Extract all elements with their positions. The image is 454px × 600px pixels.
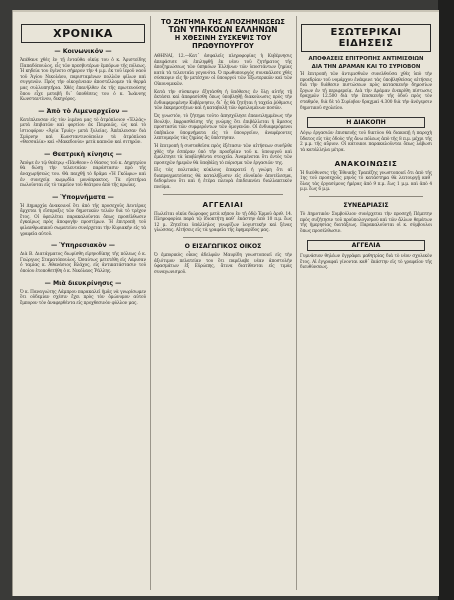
divider: [163, 194, 283, 195]
headline-line-2: ΤΩΝ ΥΠΗΚΟΩΝ ΕΛΛΗΝΩΝ: [168, 25, 278, 34]
section-title: — Ἀπὸ τὸ Λιμεναρχεῖον —: [38, 107, 128, 115]
column-header-chronika: ΧΡΟΝΙΚΑ: [21, 24, 145, 43]
section-text: Ἡ ἐπιτροπὴ τῶν ἀντιμισθιῶν συνελθοῦσα χθὲς ὑπὸ τὴν προεδρίαν τοῦ νομάρχου ἐνέκρινε τὰς ὑποβληθείσας αἰτήσεις διὰ τὴν διάθεσιν πιστώσεων πρὸς κατασκευὴν δημοσίων ἔργων ἐν τῇ περιφερείᾳ. Διὰ τὴν Δράμαν ἐνεκρίθη πίστωσις δραχμῶν 12.500 διὰ τὴν ἐπισκευὴν τῆς ὁδοῦ πρὸς τὸν σταθμόν, διὰ δὲ τὸ Συρίοβον δραχμαὶ 4.300 διὰ τὴν ἀνέγερσιν δημοτικοῦ σχολείου.: [300, 72, 432, 111]
article-paragraph: Ἡ ἐπιτροπὴ ἡ συσταθεῖσα πρὸς ἐξέτασιν τῶν αἰτήσεων συνῆλθε χθὲς τὴν ἑσπέραν ὑπὸ τὴν προεδρίαν τοῦ κ. ὑπουργοῦ καὶ ἐμελέτησε τὰ ὑποβληθέντα στοιχεῖα. Ἀναμένεται ὅτι ἐντὸς τῶν προσεχῶν ἡμερῶν θὰ ὑποβάλῃ τὸ πόρισμα τῶν ἐργασιῶν της.: [154, 143, 292, 166]
scan-dark-edge: [438, 0, 454, 600]
section-title: ΣΥΝΕΔΡΙΑΣΙΣ: [343, 201, 389, 209]
divider: [183, 237, 263, 238]
section-text: Κατέπλευσαν εἰς τὸν λιμένα μας τὸ ἀτμόπλοιον «Ἑλλάς» μετὰ ἐπιβατῶν καὶ φορτίου ἐκ Πειραιῶς, ὡς καὶ τὸ ἱστιοφόρον «Ἁγία Τριάς» μετὰ ξυλείας. Ἀπέπλευσαν διὰ Σμύρνην καὶ Κωνσταντινούπολιν τὰ ἀτμόπλοια «Θεσσαλία» καὶ «Μακεδονία» μετὰ καπνῶν καὶ σιτηρῶν.: [20, 117, 146, 146]
headline-line-3: Η ΧΘΕΣΙΝΗ ΣΥΣΚΕΨΙΣ ΤΟΥ ΠΡΩΘΥΠΟΥΡΓΟΥ: [174, 34, 272, 50]
article-paragraph: Κατὰ τὴν σύσκεψιν ἐξητάσθη ἡ ὑπόθεσις ἐν ὅλῃ αὐτῆς τῇ ἐκτάσει καὶ ἀπεφασίσθη ὅπως ὑποβληθῇ διακοίνωσις πρὸς τὴν ἐνδιαφερομένην Κυβέρνησιν, δι᾽ ἧς θὰ ζητῆται ἡ ταχεῖα ῥύθμισις τῶν ἐκκρεμοτήτων καὶ ἡ καταβολὴ τῶν ὀφειλομένων ποσῶν.: [154, 89, 292, 112]
section-text: Ὁ ἐμπορικὸς οἶκος ἀδελφῶν Μαυρίδη γνωστοποιεῖ εἰς τὴν ἀξιότιμον πελατείαν του ὅτι παρέλαβε νέαν ἀποστολὴν ὑφασμάτων ἐξ Εὐρώπης, ἅτινα διατίθενται εἰς τιμὰς συναγωνισμοῦ.: [154, 253, 292, 275]
subheadline: ΑΠΟΦΑΣΕΙΣ ΕΠΙΤΡΟΠΗΣ ΑΝΤΙΜΙΣΘΙΩΝ: [308, 56, 424, 62]
article-paragraph: Εἰς τὰς πολιτικὰς κύκλους ἐπικρατεῖ ἡ γνώμη ὅτι αἱ διαπραγματεύσεις θὰ καταλήξωσιν εἰς εὐνοϊκὸν ἀποτέλεσμα, δεδομένου ὅτι καὶ ἡ ἑτέρα πλευρὰ ἐπιδεικνύει διαλλακτικὸν πνεῦμα.: [154, 168, 292, 191]
column-domestic-news: [299, 10, 433, 596]
section-title: — Κοινωνικόν —: [54, 48, 112, 55]
section-title: — Ὑπηρεσιακὸν —: [51, 242, 115, 250]
section-title: Η ΔΙΑΚΟΠΗ: [307, 117, 425, 128]
section-text: Γυμνάσιον θηλέων ἐγγράφει μαθητρίας διὰ τὸ νέον σχολικὸν ἔτος. Αἱ ἐγγραφαὶ γίνονται καθ᾽ ἑκάστην εἰς τὸ γραφεῖον τῆς διευθύνσεως.: [300, 254, 432, 271]
section-title: ΑΓΓΕΛΙΑ: [307, 240, 425, 251]
section-text: Λόγῳ ἐργασιῶν ἐπισκευῆς τοῦ δικτύου θὰ διακοπῇ ἡ παροχὴ ὕδατος εἰς τὰς ὁδοὺς τῆς ἄνω πόλεως ἀπὸ τῆς 8 π.μ. μέχρι τῆς 2 μ.μ. τῆς αὔριον. Οἱ κάτοικοι παρακαλοῦνται ὅπως λάβωσι τὰ κατάλληλα μέτρα.: [300, 131, 432, 153]
newspaper-page: [12, 10, 439, 596]
article-paragraph: ΑΘΗΝΑΙ, 12.—Κατ᾽ ἀσφαλεῖς πληροφορίας ἡ Κυβέρνησις ἀπεφάσισε νὰ ἐπιληφθῇ ἐκ νέου τοῦ ζητήματος τῆς ἀποζημιώσεως τῶν ὑπηκόων Ἑλλήνων τῶν ὑποστάντων ζημίας κατὰ τὰ τελευταῖα γεγονότα. Ὁ πρωθυπουργὸς συνεκάλεσε χθὲς σύσκεψιν εἰς ἣν μετέσχον οἱ ὑπουργοὶ τῶν Ἐξωτερικῶν καὶ τῶν Οἰκονομικῶν.: [154, 54, 292, 87]
section-text: Ἡ Δημαρχία ἀνακοινοῖ ὅτι ἀπὸ τῆς προσεχοῦς Δευτέρας ἄρχεται ἡ εἴσπραξις τῶν δημοτικῶν τελῶν διὰ τὸ τρέχον ἔτος. Οἱ ὀφειλέται παρακαλοῦνται ὅπως προσέλθωσιν ἐγκαίρως πρὸς ἀποφυγὴν προστίμων. Ἡ ἐπιτροπὴ τοῦ φιλανθρωπικοῦ σωματείου συνέρχεται τὴν Κυριακὴν εἰς τὰ γραφεῖα αὐτοῦ.: [20, 203, 146, 237]
column-main-article: [153, 10, 293, 596]
section-text: Τὸ Δημοτικὸν Συμβούλιον συνέρχεται τὴν προσεχῆ Πέμπτην πρὸς συζήτησιν τοῦ προϋπολογισμοῦ καὶ τῶν ἄλλων θεμάτων τῆς ἡμερησίας διατάξεως. Παρακαλοῦνται οἱ κ. σύμβουλοι ὅπως προσέλθωσιν.: [300, 211, 432, 234]
section-title: — Ὑπομνήματα —: [52, 193, 114, 201]
section-title: Ο ΕΙΣΑΓΩΓΙΚΟΣ ΟΙΚΟΣ: [184, 243, 262, 251]
section-title: ΑΓΓΕΛΙΑΙ: [202, 199, 244, 209]
section-text: Ἀπέθανε χθὲς ἐν τῇ ἐνταῦθα οἰκίᾳ του ὁ κ. Ἀριστείδης Παπαδόπουλος, εἷς τῶν πρεσβυτέρων ἐμπόρων τῆς πόλεως. Ἡ κηδεία του ἐγένετο σήμερον τὴν 4 μ.μ. ἐκ τοῦ ἱεροῦ ναοῦ τοῦ Ἁγίου Νικολάου, παρισταμένων πολλῶν φίλων καὶ συγγενῶν. Πρὸς τὴν οἰκογένειαν ἀποστέλλομεν τὰ θερμά μας συλλυπητήρια. Χθὲς ἐπανῆλθεν ἐκ τῆς πρωτευούσης ὅπου εἶχε μεταβῆ δι᾽ ὑποθέσεις του ὁ κ. Ἰωάννης Κωνσταντίνου, δικηγόρος.: [20, 58, 146, 103]
section-title: ΑΝΑΚΟΙΝΩΣΙΣ: [334, 158, 398, 168]
column-chronika: [19, 10, 147, 596]
headline-line-1: ΤΟ ΖΗΤΗΜΑ ΤΗΣ ΑΠΟΖΗΜΙΩΣΕΩΣ: [161, 18, 285, 26]
article-headline: [155, 18, 291, 50]
column-rule: [150, 16, 151, 590]
section-title: — Μιὰ διευκρίνησις —: [44, 279, 122, 287]
article-paragraph: Ὡς γνωστόν, τὸ ζήτημα τοῦτο ἀπησχόλησε ἐπανειλημμένως τὴν Βουλήν, ἐκφρασθείσης τῆς γνώμης ὅτι ἐπιβάλλεται ἡ ἄμεσος προστασία τῶν συμφερόντων τῶν ὁμογενῶν. Οἱ ἐνδιαφερόμενοι ὑπέβαλον ὑπομνήματα εἰς τὸ ὑπουργεῖον, ἀναφέροντες λεπτομερῶς τὰς ζημίας ἃς ὑπέστησαν.: [154, 113, 292, 142]
column-rule: [296, 16, 297, 590]
section-text: Πωλεῖται οἰκία διώροφος μετὰ κήπου ἐν τῇ ὁδῷ Ἐρμοῦ ἀριθ. 14. Πληροφορίαι παρὰ τῷ ἰδιοκτήτῃ καθ᾽ ἑκάστην ἀπὸ 10 π.μ. ἕως 12 μ. Ζητεῖται ὑπάλληλος γνωρίζων λογιστικὴν καὶ ξένας γλώσσας. Αἰτήσεις εἰς τὰ γραφεῖα τῆς ἐφημερίδος μας.: [154, 211, 292, 234]
divider: [309, 196, 423, 197]
section-text: Διὰ Β. Διατάγματος διωρίσθη εἰρηνοδίκης τῆς πόλεως ὁ κ. Γεώργιος Σταματόπουλος. Ὡσαύτως μετετέθη εἰς Λάρισαν ὁ ταμίας κ. Ἀθανάσιος Βλάχος, εἰς ἀντικατάστασιν τοῦ ὁποίου ἐτοποθετήθη ὁ κ. Νικόλαος Ῥάλλης.: [20, 252, 146, 275]
subheadline: ΔΙΑ ΤΗΝ ΔΡΑΜΑΝ ΚΑΙ ΤΟ ΣΥΡΙΟΒΟΝ: [311, 64, 421, 70]
section-text: Ἡ διεύθυνσις τῆς Ἐθνικῆς Τραπέζης γνωστοποιεῖ ὅτι ἀπὸ τῆς 1ης τοῦ προσεχοῦς μηνὸς τὸ κατάστημα θὰ λειτουργῇ καθ᾽ ὅλας τὰς ἐργασίμους ἡμέρας ἀπὸ 9 π.μ. ἕως 1 μ.μ. καὶ ἀπὸ 4 μ.μ. ἕως 6 μ.μ.: [300, 170, 432, 193]
section-text: Ἀπόψε ἐν τῷ θεάτρῳ «Πάνθεον» ὁ θίασος τοῦ κ. Δημητρίου θὰ δώσῃ τὴν τελευταίαν παράστασιν πρὸ τῆς ἀναχωρήσεώς του. Θὰ παιχθῇ τὸ δρᾶμα «Ἡ Γκόλφω» καὶ ἐν συνεχείᾳ κωμῳδία μονόπρακτος. Τὰ εἰσιτήρια πωλοῦνται εἰς τὸ ταμεῖον τοῦ θεάτρου ἀπὸ τῆς πρωΐας.: [20, 160, 146, 189]
section-title: — Θεατρικὴ κίνησις —: [44, 150, 122, 158]
section-text: Ὁ κ. Παναγιώτης Λάμπρου παρακαλεῖ ἡμᾶς νὰ γνωρίσωμεν ὅτι οὐδεμίαν σχέσιν ἔχει πρὸς τὸν ὁμώνυμον αὐτοῦ ἔμπορον τὸν ἀναφερθέντα εἰς προχθεσινὸν φύλλον μας.: [20, 289, 146, 306]
column-header-esoterikai: ΕΣΩΤΕΡΙΚΑΙ ΕΙΔΗΣΕΙΣ: [301, 24, 431, 52]
